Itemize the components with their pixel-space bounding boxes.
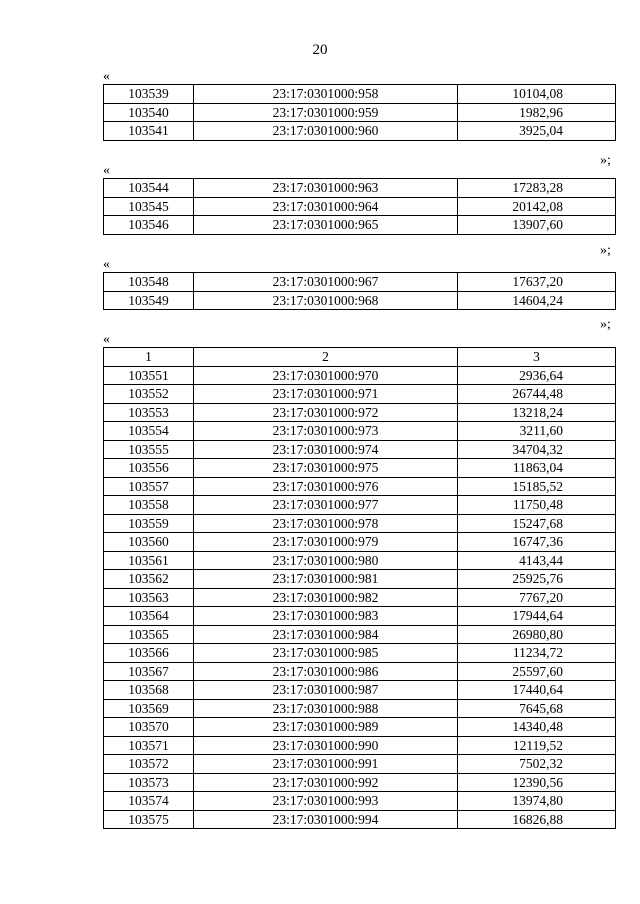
area-value-cell: 2936,64: [458, 366, 616, 385]
area-value-cell: 1982,96: [458, 103, 616, 122]
table-row: [104, 736, 616, 755]
open-quote: «: [103, 69, 110, 84]
parcel-number-cell: 103569: [104, 699, 194, 718]
cadastral-number-cell: 23:17:0301000:993: [194, 792, 458, 811]
cadastral-number-cell: 23:17:0301000:963: [194, 179, 458, 198]
table-row: [104, 216, 616, 235]
parcel-number-cell: 103562: [104, 570, 194, 589]
area-value-cell: 26744,48: [458, 385, 616, 404]
cadastral-number-cell: 23:17:0301000:980: [194, 551, 458, 570]
parcel-number-cell: 103546: [104, 216, 194, 235]
parcel-number-cell: 103561: [104, 551, 194, 570]
cadastral-number-cell: 23:17:0301000:970: [194, 366, 458, 385]
cadastral-number-cell: 23:17:0301000:991: [194, 755, 458, 774]
table-row: [104, 773, 616, 792]
table-section-3: [103, 272, 615, 310]
cadastral-number-cell: 23:17:0301000:989: [194, 718, 458, 737]
parcel-number-cell: 103552: [104, 385, 194, 404]
parcel-number-cell: 103548: [104, 273, 194, 292]
area-value-cell: 16747,36: [458, 533, 616, 552]
cadastral-number-cell: 23:17:0301000:978: [194, 514, 458, 533]
area-value-cell: 17283,28: [458, 179, 616, 198]
parcel-number-cell: 103570: [104, 718, 194, 737]
close-quote: »;: [600, 243, 611, 258]
cadastral-number-cell: 23:17:0301000:972: [194, 403, 458, 422]
table-row: [104, 459, 616, 478]
area-value-cell: 14340,48: [458, 718, 616, 737]
parcel-number-cell: 103553: [104, 403, 194, 422]
table-row: [104, 810, 616, 829]
cadastral-number-cell: 23:17:0301000:983: [194, 607, 458, 626]
area-value-cell: 17440,64: [458, 681, 616, 700]
table-row: [104, 366, 616, 385]
table-section-2: [103, 178, 615, 235]
parcel-number-cell: 103572: [104, 755, 194, 774]
table-row: [104, 607, 616, 626]
area-value-cell: 15247,68: [458, 514, 616, 533]
parcel-number-cell: 103559: [104, 514, 194, 533]
open-quote: «: [103, 332, 110, 347]
area-value-cell: 13218,24: [458, 403, 616, 422]
close-quote: »;: [600, 153, 611, 168]
cadastral-number-cell: 23:17:0301000:974: [194, 440, 458, 459]
parcel-number-cell: 103564: [104, 607, 194, 626]
table-row: [104, 681, 616, 700]
parcel-number-cell: 103566: [104, 644, 194, 663]
table-row: [104, 477, 616, 496]
area-value-cell: 3925,04: [458, 122, 616, 141]
table-row: [104, 718, 616, 737]
area-value-cell: 17637,20: [458, 273, 616, 292]
cadastral-number-cell: 23:17:0301000:958: [194, 85, 458, 104]
parcel-number-cell: 103563: [104, 588, 194, 607]
column-number-header: 3: [458, 348, 616, 367]
cadastral-number-cell: 23:17:0301000:965: [194, 216, 458, 235]
table-row: [104, 273, 616, 292]
cadastral-number-cell: 23:17:0301000:973: [194, 422, 458, 441]
parcel-number-cell: 103567: [104, 662, 194, 681]
cadastral-number-cell: 23:17:0301000:959: [194, 103, 458, 122]
open-quote: «: [103, 257, 110, 272]
area-value-cell: 12119,52: [458, 736, 616, 755]
area-value-cell: 26980,80: [458, 625, 616, 644]
table-row: [104, 644, 616, 663]
table-row: [104, 625, 616, 644]
parcel-number-cell: 103565: [104, 625, 194, 644]
parcel-number-cell: 103555: [104, 440, 194, 459]
area-value-cell: 13907,60: [458, 216, 616, 235]
area-value-cell: 11863,04: [458, 459, 616, 478]
data-table: [103, 347, 616, 829]
area-value-cell: 15185,52: [458, 477, 616, 496]
table-row: [104, 792, 616, 811]
cadastral-number-cell: 23:17:0301000:971: [194, 385, 458, 404]
table-row: [104, 122, 616, 141]
cadastral-number-cell: 23:17:0301000:984: [194, 625, 458, 644]
area-value-cell: 3211,60: [458, 422, 616, 441]
parcel-number-cell: 103541: [104, 122, 194, 141]
table-row: [104, 551, 616, 570]
parcel-number-cell: 103558: [104, 496, 194, 515]
parcel-number-cell: 103540: [104, 103, 194, 122]
table-section-1: [103, 84, 615, 141]
table-row: [104, 403, 616, 422]
parcel-number-cell: 103545: [104, 197, 194, 216]
table-row: [104, 570, 616, 589]
area-value-cell: 11234,72: [458, 644, 616, 663]
cadastral-number-cell: 23:17:0301000:992: [194, 773, 458, 792]
area-value-cell: 34704,32: [458, 440, 616, 459]
table-row: [104, 588, 616, 607]
table-row: [104, 422, 616, 441]
cadastral-number-cell: 23:17:0301000:981: [194, 570, 458, 589]
cadastral-number-cell: 23:17:0301000:968: [194, 291, 458, 310]
area-value-cell: 7767,20: [458, 588, 616, 607]
cadastral-number-cell: 23:17:0301000:977: [194, 496, 458, 515]
cadastral-number-cell: 23:17:0301000:960: [194, 122, 458, 141]
table-row: [104, 496, 616, 515]
area-value-cell: 14604,24: [458, 291, 616, 310]
cadastral-number-cell: 23:17:0301000:982: [194, 588, 458, 607]
data-table: [103, 178, 616, 235]
parcel-number-cell: 103573: [104, 773, 194, 792]
area-value-cell: 4143,44: [458, 551, 616, 570]
area-value-cell: 16826,88: [458, 810, 616, 829]
area-value-cell: 7502,32: [458, 755, 616, 774]
parcel-number-cell: 103574: [104, 792, 194, 811]
cadastral-number-cell: 23:17:0301000:964: [194, 197, 458, 216]
page-number: 20: [312, 42, 328, 58]
cadastral-number-cell: 23:17:0301000:988: [194, 699, 458, 718]
parcel-number-cell: 103549: [104, 291, 194, 310]
parcel-number-cell: 103556: [104, 459, 194, 478]
parcel-number-cell: 103554: [104, 422, 194, 441]
cadastral-number-cell: 23:17:0301000:976: [194, 477, 458, 496]
cadastral-number-cell: 23:17:0301000:975: [194, 459, 458, 478]
table-row: [104, 533, 616, 552]
table-row: [104, 440, 616, 459]
open-quote: «: [103, 163, 110, 178]
area-value-cell: 10104,08: [458, 85, 616, 104]
cadastral-number-cell: 23:17:0301000:985: [194, 644, 458, 663]
table-section-4: [103, 347, 615, 829]
close-quote: »;: [600, 317, 611, 332]
parcel-number-cell: 103571: [104, 736, 194, 755]
data-table: [103, 272, 616, 310]
table-row: [104, 699, 616, 718]
parcel-number-cell: 103557: [104, 477, 194, 496]
area-value-cell: 13974,80: [458, 792, 616, 811]
column-number-header: 2: [194, 348, 458, 367]
table-row: [104, 85, 616, 104]
area-value-cell: 25597,60: [458, 662, 616, 681]
data-table: [103, 84, 616, 141]
table-row: [104, 179, 616, 198]
area-value-cell: 20142,08: [458, 197, 616, 216]
table-row: [104, 755, 616, 774]
parcel-number-cell: 103560: [104, 533, 194, 552]
cadastral-number-cell: 23:17:0301000:986: [194, 662, 458, 681]
table-row: [104, 662, 616, 681]
cadastral-number-cell: 23:17:0301000:967: [194, 273, 458, 292]
table-row: [104, 291, 616, 310]
area-value-cell: 11750,48: [458, 496, 616, 515]
cadastral-number-cell: 23:17:0301000:994: [194, 810, 458, 829]
area-value-cell: 12390,56: [458, 773, 616, 792]
area-value-cell: 25925,76: [458, 570, 616, 589]
table-row: [104, 103, 616, 122]
table-header-row: [104, 348, 616, 367]
table-row: [104, 197, 616, 216]
table-row: [104, 514, 616, 533]
cadastral-number-cell: 23:17:0301000:987: [194, 681, 458, 700]
parcel-number-cell: 103575: [104, 810, 194, 829]
cadastral-number-cell: 23:17:0301000:979: [194, 533, 458, 552]
parcel-number-cell: 103551: [104, 366, 194, 385]
column-number-header: 1: [104, 348, 194, 367]
parcel-number-cell: 103568: [104, 681, 194, 700]
parcel-number-cell: 103539: [104, 85, 194, 104]
table-row: [104, 385, 616, 404]
parcel-number-cell: 103544: [104, 179, 194, 198]
area-value-cell: 7645,68: [458, 699, 616, 718]
area-value-cell: 17944,64: [458, 607, 616, 626]
cadastral-number-cell: 23:17:0301000:990: [194, 736, 458, 755]
